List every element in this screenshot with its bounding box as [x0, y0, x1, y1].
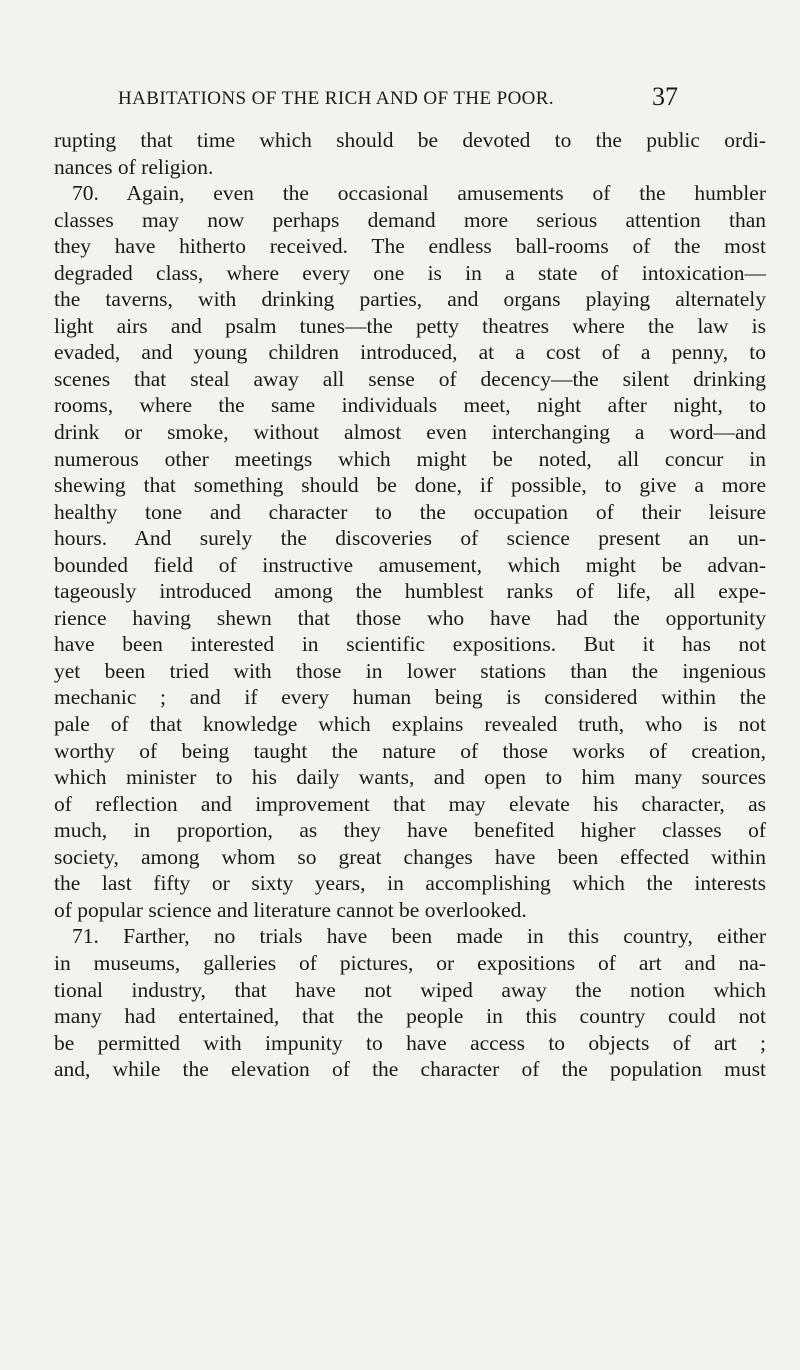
text-line: have been interested in scientific expositions. But it has not — [54, 632, 766, 657]
text-line: nances of religion. — [54, 154, 214, 179]
text-line: be permitted with impunity to have access to objects of art ; — [54, 1030, 766, 1055]
running-title: HABITATIONS OF THE RICH AND OF THE POOR. — [118, 88, 555, 109]
text-line: hours. And surely the discoveries of science present an un- — [54, 526, 766, 551]
text-line: degraded class, where every one is in a state of intoxication— — [54, 260, 766, 285]
running-head — [118, 82, 678, 114]
paragraph-71-first-line: 71. Farther, no trials have been made in this country, either — [72, 924, 766, 949]
text-line: the taverns, with drinking parties, and organs playing alternately — [54, 287, 766, 312]
text-line: healthy tone and character to the occupation of their leisure — [54, 499, 766, 524]
text-line: numerous other meetings which might be noted, all concur in — [54, 446, 766, 471]
text-line: rooms, where the same individuals meet, night after night, to — [54, 393, 766, 418]
text-line: and, while the elevation of the character of the population must — [54, 1057, 766, 1082]
text-line: the last fifty or sixty years, in accomplishing which the interests — [54, 871, 766, 896]
text-line: in museums, galleries of pictures, or expositions of art and na- — [54, 950, 766, 975]
text-line: much, in proportion, as they have benefited higher classes of — [54, 818, 766, 843]
text-line: bounded field of instructive amusement, which might be advan- — [54, 552, 766, 577]
paragraph-70-first-line: 70. Again, even the occasional amusements of the humbler — [72, 181, 766, 206]
text-line: rupting that time which should be devoted to the public ordi- — [54, 128, 766, 152]
text-line: pale of that knowledge which explains revealed truth, who is not — [54, 712, 766, 737]
text-line: evaded, and young children introduced, at a cost of a penny, to — [54, 340, 766, 365]
text-line: classes may now perhaps demand more serious attention than — [54, 207, 766, 232]
body-text — [54, 127, 766, 1083]
text-line: they have hitherto received. The endless ball-rooms of the most — [54, 234, 766, 259]
text-line: tional industry, that have not wiped away the notion which — [54, 977, 766, 1002]
text-line: society, among whom so great changes have been effected within — [54, 844, 766, 869]
text-line: tageously introduced among the humblest ranks of life, all expe- — [54, 579, 766, 604]
text-line: scenes that steal away all sense of decency—the silent drinking — [54, 366, 766, 391]
text-line: yet been tried with those in lower stations than the ingenious — [54, 658, 766, 683]
text-line: rience having shewn that those who have had the opportunity — [54, 605, 766, 630]
text-line: worthy of being taught the nature of those works of creation, — [54, 738, 766, 763]
text-line: of reflection and improvement that may elevate his character, as — [54, 791, 766, 816]
text-line: light airs and psalm tunes—the petty theatres where the law is — [54, 313, 766, 338]
text-line: of popular science and literature cannot be overlooked. — [54, 897, 527, 922]
text-line: shewing that something should be done, if possible, to give a more — [54, 473, 766, 498]
text-line: drink or smoke, without almost even interchanging a word—and — [54, 420, 766, 445]
text-line: mechanic ; and if every human being is considered within the — [54, 685, 766, 710]
page-number: 37 — [652, 82, 678, 111]
text-line: many had entertained, that the people in this country could not — [54, 1004, 766, 1029]
text-line: which minister to his daily wants, and open to him many sources — [54, 765, 766, 790]
